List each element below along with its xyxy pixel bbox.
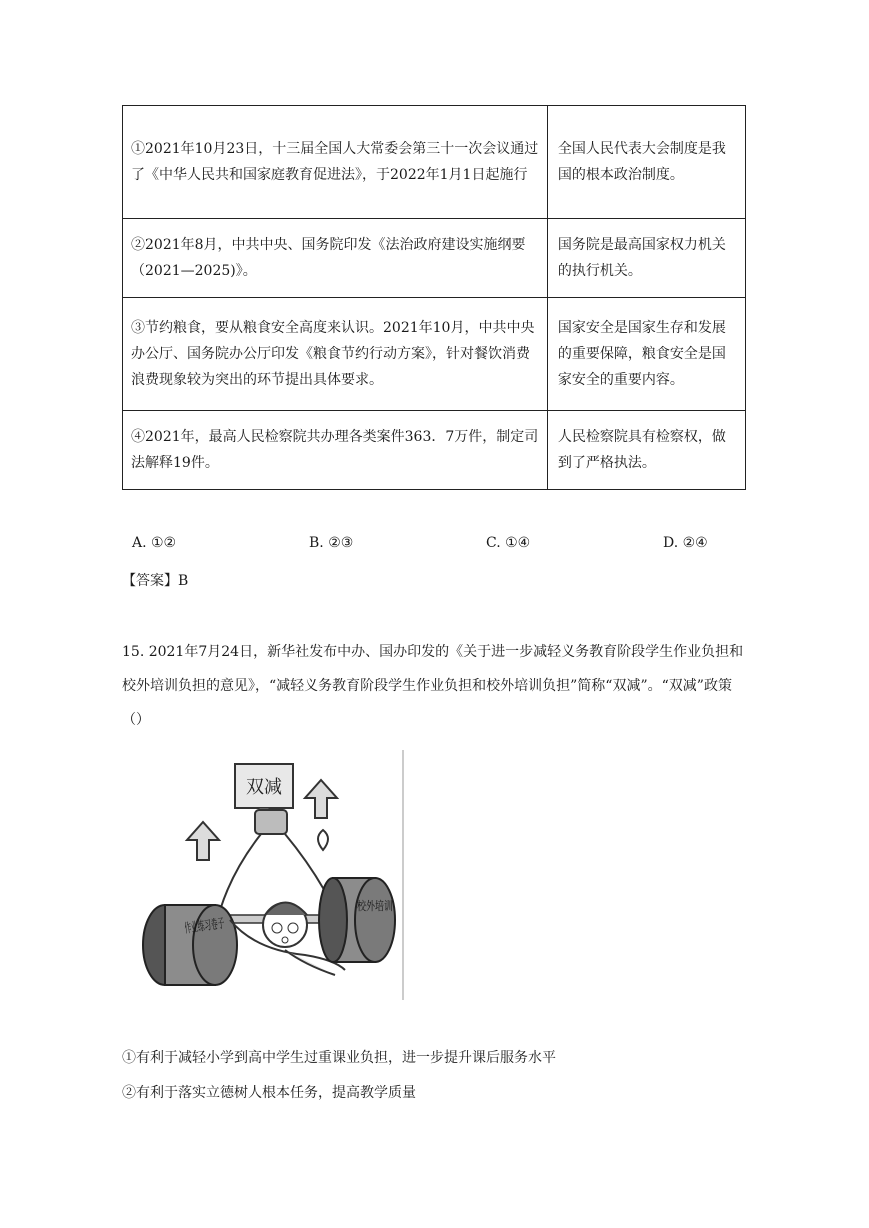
sign-text: 双减 [246,777,282,798]
analysis-cell: 国家安全是国家生存和发展的重要保障，粮食安全是国家安全的重要内容。 [547,298,745,411]
weight-left-label: 作业练习卷子 [183,911,264,937]
analysis-cell: 人民检察院具有检察权，做到了严格执法。 [547,411,745,490]
up-arrow-icon [305,780,337,818]
statement-1: ①有利于减轻小学到高中学生过重课业负担，进一步提升课后服务水平 [122,1050,556,1066]
option-b: B. ②③ [309,535,354,551]
statement-2: ②有利于落实立德树人根本任务，提高教学质量 [122,1085,416,1101]
speech-bubble [318,830,328,850]
table-row [123,106,746,219]
weight-right-label: 校外培训 [357,899,406,913]
analysis-cell: 全国人民代表大会制度是我国的根本政治制度。 [547,106,745,219]
table-row [123,298,746,411]
double-reduction-cartoon [135,750,415,1000]
table-row [123,219,746,298]
weight-right-side [319,878,347,962]
option-a: A. ①② [132,535,177,551]
option-d: D. ②④ [663,535,708,551]
analysis-cell: 国务院是最高国家权力机关的执行机关。 [547,219,745,298]
event-cell: ④2021年，最高人民检察院共办理各类案件363．7万件，制定司法解释19件。 [123,411,548,490]
question-table [122,105,746,490]
answer-options [132,535,732,559]
table-row [123,411,746,490]
option-c: C. ①④ [486,535,531,551]
event-cell: ②2021年8月，中共中央、国务院印发《法治政府建设实施纲要（2021—2025)》。 [123,219,548,298]
person-hair [265,903,307,916]
lift-block [255,810,287,834]
weight-right-face [355,878,406,962]
up-arrow-icon [187,822,219,860]
answer-line: 【答案】B [122,573,189,589]
event-cell: ③节约粮食，要从粮食安全高度来认识。2021年10月，中共中央办公厅、国务院办公厅印发《粮食节约行动方案》，针对餐饮消费浪费现象较为突出的环节提出具体要求。 [123,298,548,411]
question-15-stem: 15. 2021年7月24日，新华社发布中办、国办印发的《关于进一步减轻义务教育阶段学生作业负担和校外培训负担的意见》，“减轻义务教育阶段学生作业负担和校外培训负担”简称“双减”。“双减”政策（） [122,644,744,728]
event-cell: ①2021年10月23日，十三届全国人大常委会第三十一次会议通过了《中华人民共和国家庭教育促进法》，于2022年1月1日起施行 [123,106,548,219]
